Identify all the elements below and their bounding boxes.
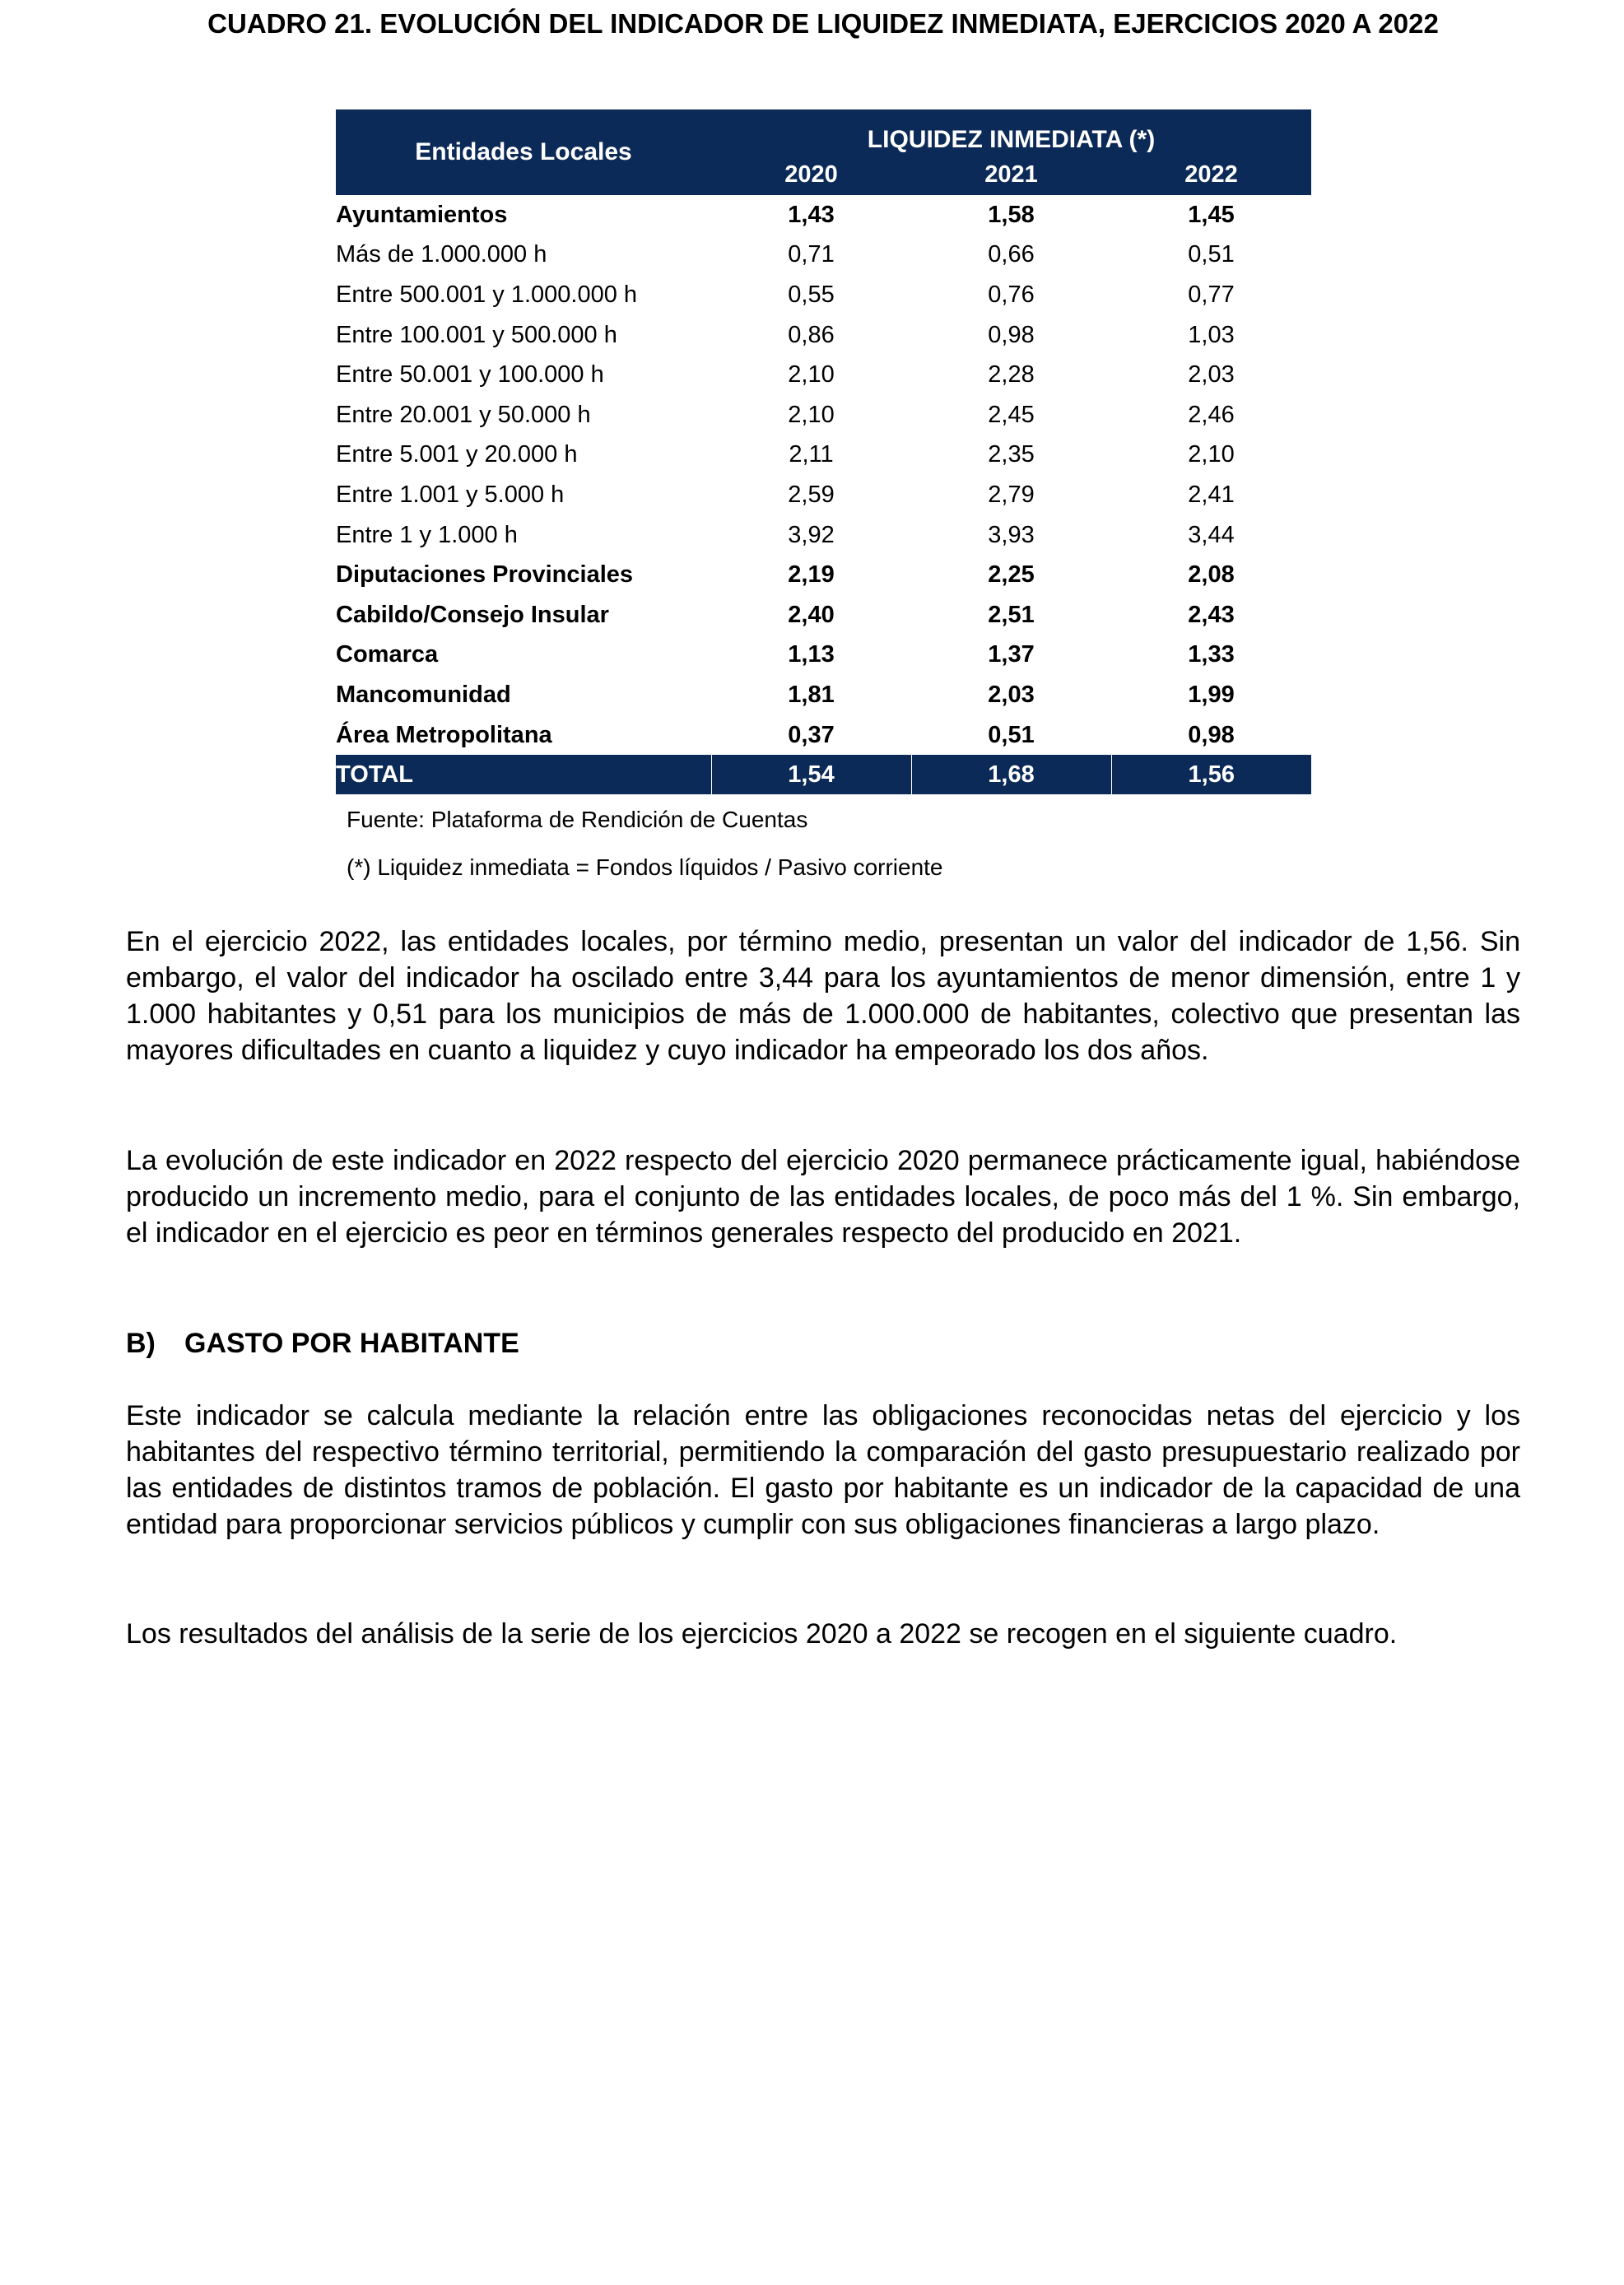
cell-value: 1,03 <box>1188 321 1235 348</box>
table-row <box>336 315 1311 356</box>
cell-value: 0,77 <box>1188 281 1235 308</box>
cell-value: 0,66 <box>988 241 1035 268</box>
paragraph-2: La evolución de este indicador en 2022 respecto del ejercicio 2020 permanece prácticamente igual, habiéndose producido un incremento medio, para el conjunto de las entidades locales, de poco más del 1 %. Sin embargo, el indicador en el ejercicio es peor en términos generales respecto del producido en 2021. <box>126 1145 1520 1249</box>
entities-column-header: Entidades Locales <box>336 109 711 195</box>
cell-value: 2,19 <box>788 561 835 589</box>
paragraph-4: Los resultados del análisis de la serie de los ejercicios 2020 a 2022 se recogen en el siguiente cuadro. <box>126 1618 1398 1650</box>
cell-value: 2,11 <box>789 441 834 468</box>
cell-value: 0,71 <box>788 241 835 268</box>
cell-value: 0,51 <box>1188 241 1235 268</box>
cell-value: 0,55 <box>788 281 835 308</box>
total-value: 1,54 <box>711 755 911 794</box>
total-value: 1,56 <box>1111 755 1311 794</box>
table-title: CUADRO 21. EVOLUCIÓN DEL INDICADOR DE LIQUIDEZ INMEDIATA, EJERCICIOS 2020 A 2022 <box>207 8 1439 39</box>
total-label: TOTAL <box>336 755 711 794</box>
cell-value: 2,43 <box>1188 601 1235 628</box>
paragraph-3: Este indicador se calcula mediante la relación entre las obligaciones reconocidas netas del ejercicio y los habitantes del respectivo término territorial, permitiendo la comparación del gasto presupuestario realizado por las entidades de distintos tramos de población. El gasto por habitante es un indicador de la capacidad de una entidad para proporcionar servicios públicos y cumplir con sus obligaciones financieras a largo plazo. <box>126 1400 1520 1540</box>
cell-value: 1,99 <box>1188 681 1235 708</box>
row-label: Entre 1.001 y 5.000 h <box>336 481 565 508</box>
cell-value: 1,45 <box>1188 201 1235 228</box>
cell-value: 2,79 <box>988 481 1035 508</box>
row-label: Entre 50.001 y 100.000 h <box>336 361 604 389</box>
table-row <box>336 635 1311 676</box>
cell-value: 2,45 <box>988 401 1035 428</box>
row-label: Mancomunidad <box>336 681 511 708</box>
row-label: Comarca <box>336 641 439 668</box>
table-row <box>336 675 1311 715</box>
total-row <box>336 755 1311 794</box>
table-row <box>336 235 1311 276</box>
paragraph-1: En el ejercicio 2022, las entidades locales, por término medio, presentan un valor del indicador de 1,56. Sin embargo, el valor del indicador ha oscilado entre 3,44 para los ayuntamientos de menor dimensión, entre 1 y 1.000 habitantes y 0,51 para los municipios de más de 1.000.000 de habitantes, colectivo que presentan las mayores dificultades en cuanto a liquidez y cuyo indicador ha empeorado los dos años. <box>126 926 1520 1066</box>
table-row <box>336 595 1311 635</box>
cell-value: 2,51 <box>988 601 1035 628</box>
liquidity-group-header: LIQUIDEZ INMEDIATA (*) <box>711 109 1311 154</box>
table-row <box>336 435 1311 476</box>
cell-value: 2,25 <box>988 561 1035 589</box>
cell-value: 2,10 <box>788 401 835 428</box>
cell-value: 3,92 <box>788 521 835 548</box>
row-label: Entre 1 y 1.000 h <box>336 521 518 548</box>
row-label: Ayuntamientos <box>336 201 508 228</box>
cell-value: 1,43 <box>788 201 835 228</box>
cell-value: 1,58 <box>988 201 1035 228</box>
row-label: Entre 100.001 y 500.000 h <box>336 321 617 348</box>
cell-value: 0,86 <box>788 321 835 348</box>
row-label: Cabildo/Consejo Insular <box>336 601 609 628</box>
row-label: Entre 20.001 y 50.000 h <box>336 401 591 428</box>
cell-value: 2,46 <box>1188 401 1235 428</box>
cell-value: 2,10 <box>1188 441 1235 468</box>
section-title: GASTO POR HABITANTE <box>184 1328 519 1359</box>
table-row <box>336 355 1311 395</box>
table-row <box>336 715 1311 756</box>
table-row <box>336 275 1311 315</box>
cell-value: 0,51 <box>988 721 1035 748</box>
cell-value: 0,98 <box>1188 721 1235 748</box>
cell-value: 2,59 <box>788 481 835 508</box>
year-header: 2022 <box>1111 154 1311 195</box>
cell-value: 2,41 <box>1188 481 1235 508</box>
year-header: 2020 <box>711 154 911 195</box>
row-label: Más de 1.000.000 h <box>336 241 547 268</box>
cell-value: 2,35 <box>988 441 1035 468</box>
cell-value: 3,44 <box>1188 521 1235 548</box>
row-label: Entre 500.001 y 1.000.000 h <box>336 281 638 308</box>
formula-note: (*) Liquidez inmediata = Fondos líquidos / Pasivo corriente <box>347 854 943 880</box>
cell-value: 0,37 <box>788 721 835 748</box>
cell-value: 3,93 <box>988 521 1035 548</box>
cell-value: 1,37 <box>988 641 1035 668</box>
cell-value: 2,03 <box>988 681 1035 708</box>
cell-value: 2,40 <box>788 601 835 628</box>
row-label: Entre 5.001 y 20.000 h <box>336 441 578 468</box>
total-value: 1,68 <box>911 755 1111 794</box>
section-heading <box>126 1325 519 1361</box>
year-header: 2021 <box>911 154 1111 195</box>
section-label: B) <box>126 1328 156 1359</box>
row-label: Área Metropolitana <box>336 721 552 748</box>
cell-value: 0,76 <box>988 281 1035 308</box>
cell-value: 2,10 <box>788 361 835 389</box>
source-note: Fuente: Plataforma de Rendición de Cuentas <box>347 807 808 832</box>
table-row <box>336 515 1311 556</box>
cell-value: 2,28 <box>988 361 1035 389</box>
table-row <box>336 475 1311 515</box>
cell-value: 1,13 <box>788 641 835 668</box>
row-label: Diputaciones Provinciales <box>336 561 634 589</box>
table-row <box>336 195 1311 235</box>
table-row <box>336 555 1311 595</box>
cell-value: 1,33 <box>1188 641 1235 668</box>
table-row <box>336 395 1311 435</box>
cell-value: 2,03 <box>1188 361 1235 389</box>
cell-value: 0,98 <box>988 321 1035 348</box>
cell-value: 1,81 <box>788 681 835 708</box>
cell-value: 2,08 <box>1188 561 1235 589</box>
liquidity-table <box>336 109 1311 794</box>
